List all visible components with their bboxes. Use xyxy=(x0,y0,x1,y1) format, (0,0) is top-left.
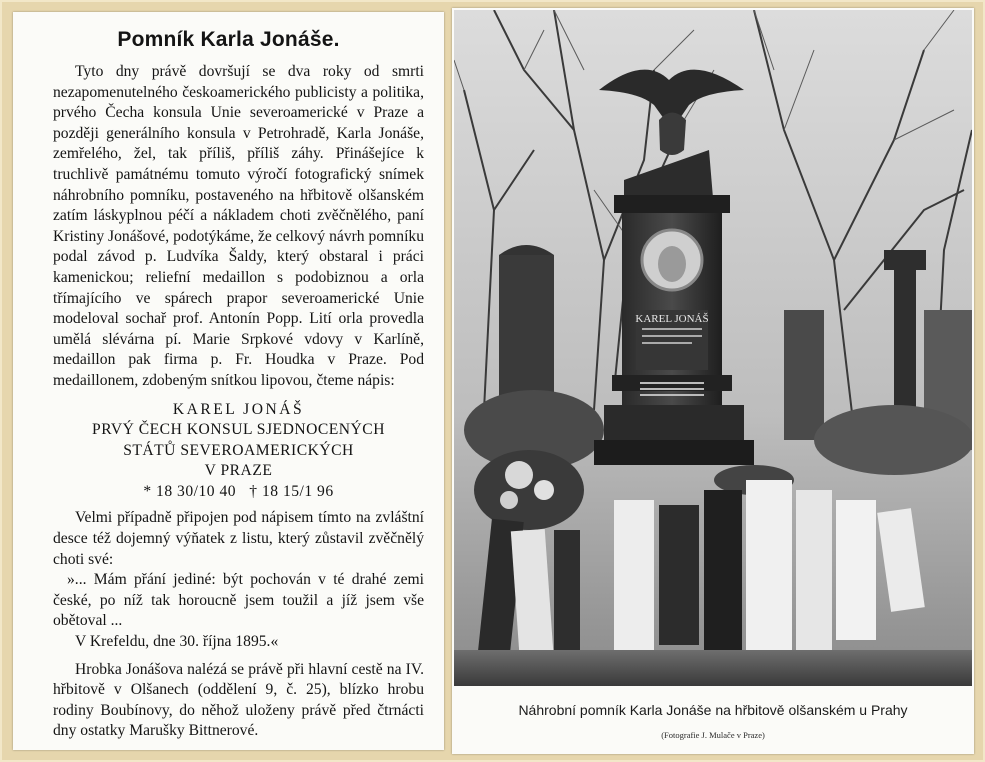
article-paragraph-2: Velmi případně připojen pod nápisem tímto na zvláštní desce též dojemný výňatek z listu, který zůstavil zvěčnělý choti své: xyxy=(53,509,424,568)
article-column xyxy=(13,12,444,750)
letter-quote-text: »... Mám přání jediné: být pochován v té drahé zemi české, po níž tak horoucně jsem toužil a jíž jsem vše obětoval ... xyxy=(53,571,424,630)
inscription-line-name: KAREL JONÁŠ xyxy=(172,400,305,418)
inscription-line-title: PRVÝ ČECH KONSUL SJEDNOCENÝCH xyxy=(92,421,385,439)
monument-inscription: KAREL JONÁŠ xyxy=(635,313,709,325)
photo-caption: Náhrobní pomník Karla Jonáše na hřbitově olšanském u Prahy xyxy=(518,702,908,718)
letter-quote-place: V Krefeldu, dne 30. října 1895.« xyxy=(75,633,279,651)
monument-photograph xyxy=(454,10,972,686)
inscription-block xyxy=(53,400,424,503)
inscription-birth: * 18 30/10 40 xyxy=(143,482,237,500)
article-paragraph-3: Hrobka Jonášova nalézá se právě při hlavní cestě na IV. hřbitově v Olšanech (oddělení 9, č. 25), blízko hrobu rodiny Boubínovy, do něhož uloženy právě před čtrnácti dny ostatky Marušky Bittnerové. xyxy=(53,660,424,740)
letter-quote xyxy=(53,570,424,652)
inscription-line-states: STÁTŮ SEVEROAMERICKÝCH xyxy=(123,441,354,459)
photo-column xyxy=(452,8,974,754)
monument-photo-illustration xyxy=(454,10,972,686)
inscription-dates xyxy=(53,482,424,503)
inscription-line-city: V PRAZE xyxy=(204,462,273,480)
article-paragraph-1: Tyto dny právě dovršují se dva roky od smrti nezapomenutelného českoamerického publicisty a politika, prvého Čecha konsula Unie severoamerické v Praze a později generálního konsula v Petrohradě, Karla Jonáše, zemřelého, žel, tak příliš, příliš záhy. Přinášejíce k truchlivě památnému tomuto výročí fotografický snímek náhrobního pomníku, postaveného na hřbitově olšanském zatím láskyplnou péčí a nákladem choti zvěčnělého, paní Kristiny Jonášové, podotýkáme, že celkový návrh pomníku podal závod p. Ludvíka Šaldy, který obstaral i práci kamenickou; reliefní medaillon s podobiznou a orla třímajícího ve spárech prapor severoamerické Unie modeloval sochař prof. Antonín Popp. Lití orla provedla umělá slévárna pí. Marie Srpkové vdovy v Karlíně, medaillon pak firma p. Fr. Houdka v Praze. Pod medaillonem, zdobeným snítkou lipovou, čteme nápis: xyxy=(53,63,424,389)
article-title: Pomník Karla Jonáše. xyxy=(117,28,340,51)
inscription-death: † 18 15/1 96 xyxy=(249,482,334,500)
photo-credit: (Fotografie J. Mulače v Praze) xyxy=(661,730,765,740)
